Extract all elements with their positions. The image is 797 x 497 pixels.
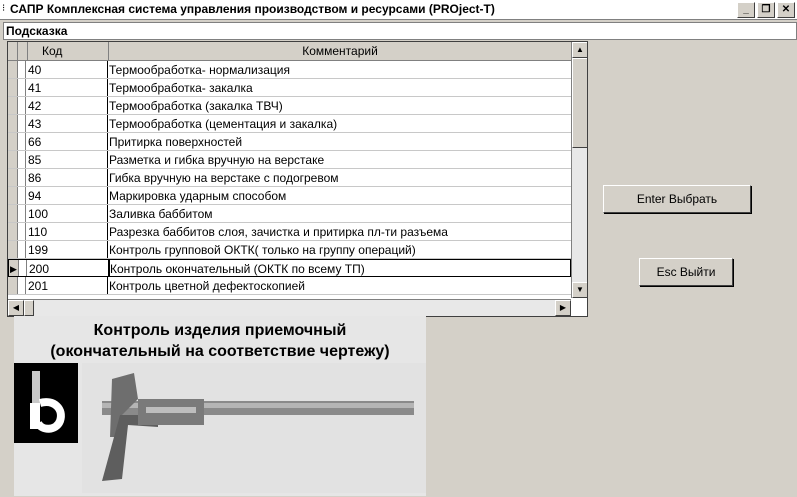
code-cell[interactable]: 201 xyxy=(28,277,108,294)
grid-header xyxy=(8,42,571,61)
comment-cell[interactable]: Заливка баббитом xyxy=(109,207,213,221)
code-cell[interactable]: 110 xyxy=(28,223,108,240)
table-row[interactable] xyxy=(8,133,571,151)
exit-button[interactable]: Esc Выйти xyxy=(639,258,733,286)
table-row[interactable] xyxy=(8,205,571,223)
scroll-down-icon[interactable]: ▼ xyxy=(572,282,588,298)
comment-cell[interactable]: Контроль цветной дефектоскопией xyxy=(109,279,305,293)
scroll-up-icon[interactable]: ▲ xyxy=(572,42,588,58)
minimize-button[interactable]: _ xyxy=(737,2,755,18)
comment-cell[interactable]: Термообработка (закалка ТВЧ) xyxy=(109,99,283,113)
restore-button[interactable]: ❐ xyxy=(757,2,775,18)
close-button[interactable]: ✕ xyxy=(777,2,795,18)
row-indicator[interactable] xyxy=(8,151,18,168)
comment-cell[interactable]: Разметка и гибка вручную на верстаке xyxy=(109,153,325,167)
comment-cell[interactable]: Разрезка баббитов слоя, зачистка и притирка пл-ти разъема xyxy=(109,225,448,239)
row-indicator2 xyxy=(18,97,26,114)
table-row[interactable] xyxy=(8,151,571,169)
row-indicator2 xyxy=(18,205,26,222)
row-indicator2 xyxy=(18,223,26,240)
row-indicator2 xyxy=(18,277,26,294)
header-indicator xyxy=(8,42,18,60)
code-cell[interactable]: 42 xyxy=(28,97,108,114)
row-indicator[interactable] xyxy=(8,115,18,132)
code-cell[interactable]: 85 xyxy=(28,151,108,168)
code-cell[interactable]: 40 xyxy=(28,61,108,78)
row-indicator2 xyxy=(18,79,26,96)
operations-grid[interactable] xyxy=(7,41,588,317)
vertical-scroll-thumb[interactable] xyxy=(572,58,588,148)
window-title: САПР Комплексная система управления производством и ресурсами (PROject-T) xyxy=(10,2,495,16)
table-row[interactable] xyxy=(8,169,571,187)
row-indicator2 xyxy=(18,187,26,204)
row-indicator[interactable] xyxy=(8,223,18,240)
row-indicator[interactable] xyxy=(8,61,18,78)
header-comment[interactable]: Комментарий xyxy=(302,44,378,58)
code-cell[interactable]: 41 xyxy=(28,79,108,96)
row-indicator[interactable] xyxy=(8,277,18,294)
table-row[interactable] xyxy=(8,115,571,133)
inspection-icon xyxy=(14,363,78,443)
row-indicator2 xyxy=(18,133,26,150)
row-indicator[interactable] xyxy=(8,187,18,204)
caliper-image xyxy=(82,363,426,493)
code-cell[interactable]: 94 xyxy=(28,187,108,204)
comment-cell[interactable]: Термообработка- нормализация xyxy=(109,63,290,77)
window-controls xyxy=(737,2,795,18)
info-title xyxy=(14,320,426,362)
code-cell[interactable]: 199 xyxy=(28,241,108,258)
row-indicator[interactable]: ▶ xyxy=(9,260,19,276)
horizontal-scrollbar[interactable] xyxy=(8,299,571,316)
code-cell[interactable]: 66 xyxy=(28,133,108,150)
row-indicator[interactable] xyxy=(8,205,18,222)
vertical-scrollbar[interactable] xyxy=(571,42,587,298)
comment-cell[interactable]: Термообработка (цементация и закалка) xyxy=(109,117,338,131)
row-indicator2 xyxy=(18,241,26,258)
table-row[interactable] xyxy=(8,79,571,97)
table-row[interactable] xyxy=(8,259,571,277)
title-bar xyxy=(0,0,797,20)
code-cell[interactable]: 43 xyxy=(28,115,108,132)
row-indicator[interactable] xyxy=(8,97,18,114)
code-cell[interactable]: 200 xyxy=(29,260,109,276)
code-cell[interactable]: 86 xyxy=(28,169,108,186)
scroll-right-icon[interactable]: ▶ xyxy=(555,300,571,316)
code-cell[interactable]: 100 xyxy=(28,205,108,222)
row-indicator2 xyxy=(18,115,26,132)
comment-cell[interactable]: Гибка вручную на верстаке с подогревом xyxy=(109,171,339,185)
table-row[interactable] xyxy=(8,97,571,115)
comment-cell[interactable]: Термообработка- закалка xyxy=(109,81,253,95)
comment-cell[interactable]: Контроль окончательный (ОКТК по всему ТП) xyxy=(110,260,572,276)
table-row[interactable] xyxy=(8,223,571,241)
hint-label: Подсказка xyxy=(3,22,797,40)
info-title-line1: Контроль изделия приемочный xyxy=(93,322,347,339)
app-icon: ⁝ xyxy=(2,3,6,14)
info-title-line2: (окончательный на соответствие чертежу) xyxy=(50,343,390,360)
select-button[interactable]: Enter Выбрать xyxy=(603,185,751,213)
row-indicator[interactable] xyxy=(8,133,18,150)
header-indicator2 xyxy=(18,42,28,60)
comment-cell[interactable]: Притирка поверхностей xyxy=(109,135,243,149)
scroll-left-icon[interactable]: ◀ xyxy=(8,300,24,316)
comment-cell[interactable]: Маркировка ударным способом xyxy=(109,189,287,203)
table-row[interactable] xyxy=(8,241,571,259)
horizontal-scroll-thumb[interactable] xyxy=(24,300,34,316)
row-indicator[interactable] xyxy=(8,79,18,96)
table-row[interactable] xyxy=(8,61,571,79)
table-row[interactable] xyxy=(8,277,571,295)
row-indicator2 xyxy=(18,151,26,168)
row-indicator[interactable] xyxy=(8,241,18,258)
comment-cell[interactable]: Контроль групповой ОКТК( только на группу операций) xyxy=(109,243,416,257)
header-code[interactable]: Код xyxy=(28,42,109,60)
table-row[interactable] xyxy=(8,187,571,205)
row-indicator2 xyxy=(18,169,26,186)
row-indicator2 xyxy=(19,260,27,276)
row-indicator2 xyxy=(18,61,26,78)
row-indicator[interactable] xyxy=(8,169,18,186)
